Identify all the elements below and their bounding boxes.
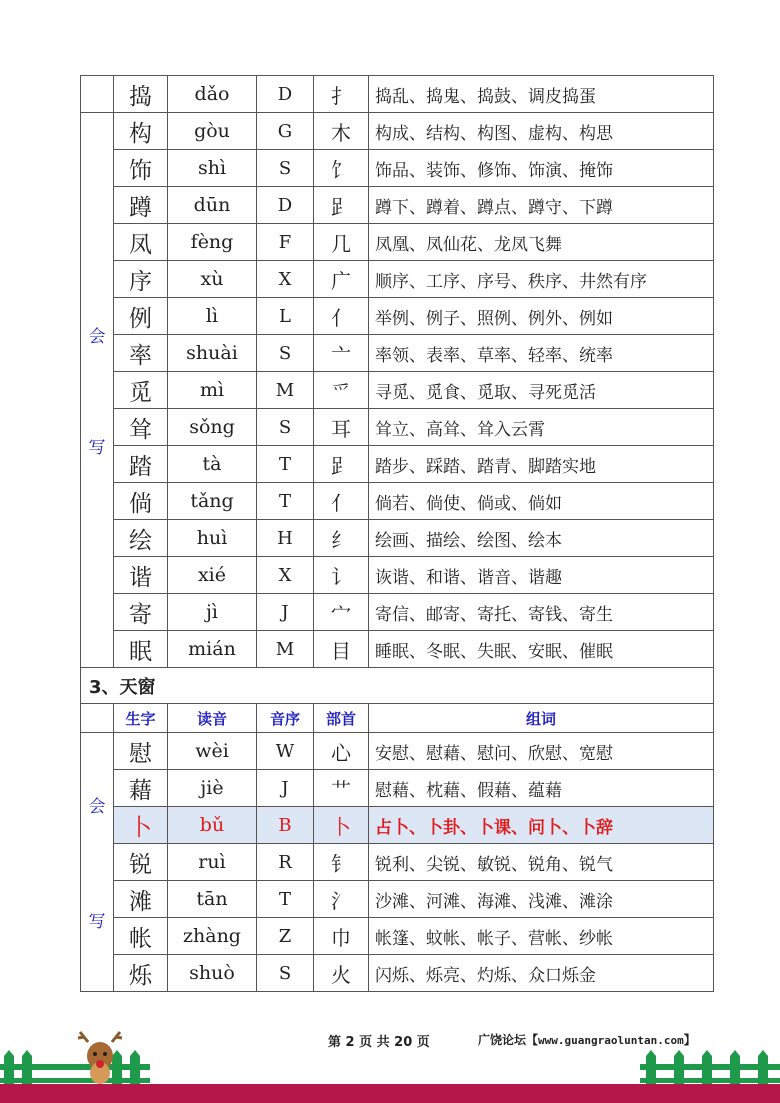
order-cell: L xyxy=(257,298,314,335)
char-cell: 锐 xyxy=(114,844,168,881)
pinyin-cell: huì xyxy=(168,520,257,557)
header-char: 生字 xyxy=(114,704,168,733)
radical-cell: 心 xyxy=(314,733,369,770)
order-cell: S xyxy=(257,955,314,992)
pinyin-cell: jì xyxy=(168,594,257,631)
order-cell: G xyxy=(257,113,314,150)
order-cell: T xyxy=(257,881,314,918)
radical-cell: 卜 xyxy=(314,807,369,844)
char-cell: 捣 xyxy=(114,76,168,113)
table-row xyxy=(81,631,714,668)
radical-cell: 广 xyxy=(314,261,369,298)
section-title: 3、天窗 xyxy=(81,668,714,704)
order-cell: X xyxy=(257,261,314,298)
table-row xyxy=(81,955,714,992)
words-cell: 绘画、描绘、绘图、绘本 xyxy=(369,520,714,557)
table-row xyxy=(81,76,714,113)
radical-cell: 目 xyxy=(314,631,369,668)
words-cell: 耸立、高耸、耸入云霄 xyxy=(369,409,714,446)
table-row xyxy=(81,520,714,557)
radical-cell: 亻 xyxy=(314,298,369,335)
pinyin-cell: ruì xyxy=(168,844,257,881)
table-row xyxy=(81,844,714,881)
table-row xyxy=(81,594,714,631)
char-cell: 藉 xyxy=(114,770,168,807)
char-cell: 耸 xyxy=(114,409,168,446)
table-row xyxy=(81,372,714,409)
words-cell: 安慰、慰藉、慰问、欣慰、宽慰 xyxy=(369,733,714,770)
order-cell: Z xyxy=(257,918,314,955)
order-cell: S xyxy=(257,335,314,372)
char-cell: 觅 xyxy=(114,372,168,409)
words-cell: 凤凰、凤仙花、龙凤飞舞 xyxy=(369,224,714,261)
radical-cell: 爫 xyxy=(314,372,369,409)
pinyin-cell: fèng xyxy=(168,224,257,261)
order-cell: D xyxy=(257,187,314,224)
highlighted-row xyxy=(81,807,714,844)
radical-cell: 饣 xyxy=(314,150,369,187)
order-cell: M xyxy=(257,372,314,409)
char-cell: 倘 xyxy=(114,483,168,520)
table-row xyxy=(81,261,714,298)
header-words: 组词 xyxy=(369,704,714,733)
side-label-hui: 会 xyxy=(88,327,106,347)
table-row xyxy=(81,733,714,770)
char-cell: 寄 xyxy=(114,594,168,631)
char-cell: 蹲 xyxy=(114,187,168,224)
order-cell: F xyxy=(257,224,314,261)
order-cell: J xyxy=(257,770,314,807)
order-cell: J xyxy=(257,594,314,631)
char-cell: 凤 xyxy=(114,224,168,261)
char-cell: 构 xyxy=(114,113,168,150)
words-cell: 顺序、工序、序号、秩序、井然有序 xyxy=(369,261,714,298)
words-cell: 闪烁、烁亮、灼烁、众口烁金 xyxy=(369,955,714,992)
char-cell: 饰 xyxy=(114,150,168,187)
page-footer xyxy=(0,1028,780,1103)
pinyin-cell: shì xyxy=(168,150,257,187)
pinyin-cell: zhàng xyxy=(168,918,257,955)
order-cell: X xyxy=(257,557,314,594)
pinyin-cell: tān xyxy=(168,881,257,918)
char-cell: 例 xyxy=(114,298,168,335)
char-cell: 卜 xyxy=(114,807,168,844)
words-cell: 沙滩、河滩、海滩、浅滩、滩涂 xyxy=(369,881,714,918)
words-cell: 倘若、倘使、倘或、倘如 xyxy=(369,483,714,520)
pinyin-cell: tà xyxy=(168,446,257,483)
radical-cell: 亠 xyxy=(314,335,369,372)
words-cell: 饰品、装饰、修饰、饰演、掩饰 xyxy=(369,150,714,187)
side-cell-empty xyxy=(81,76,114,113)
char-cell: 慰 xyxy=(114,733,168,770)
words-cell: 构成、结构、构图、虚构、构思 xyxy=(369,113,714,150)
words-cell: 锐利、尖锐、敏锐、锐角、锐气 xyxy=(369,844,714,881)
pinyin-cell: shuài xyxy=(168,335,257,372)
page-number: 第 2 页 共 20 页 xyxy=(328,1035,430,1050)
pinyin-cell: shuò xyxy=(168,955,257,992)
table-row xyxy=(81,409,714,446)
radical-cell: 亻 xyxy=(314,483,369,520)
char-cell: 序 xyxy=(114,261,168,298)
order-cell: T xyxy=(257,483,314,520)
pinyin-cell: sǒng xyxy=(168,409,257,446)
table-row xyxy=(81,770,714,807)
words-cell: 踏步、踩踏、踏青、脚踏实地 xyxy=(369,446,714,483)
words-cell: 举例、例子、照例、例外、例如 xyxy=(369,298,714,335)
pinyin-cell: mián xyxy=(168,631,257,668)
radical-cell: 宀 xyxy=(314,594,369,631)
header-side-empty xyxy=(81,704,114,733)
table-row xyxy=(81,113,714,150)
table-row xyxy=(81,150,714,187)
char-cell: 帐 xyxy=(114,918,168,955)
radical-cell: 𧾷 xyxy=(314,446,369,483)
side-label-xie: 写 xyxy=(88,438,106,458)
side-label-hui: 会 xyxy=(88,797,106,817)
radical-cell: 几 xyxy=(314,224,369,261)
radical-cell: 钅 xyxy=(314,844,369,881)
words-cell: 寄信、邮寄、寄托、寄钱、寄生 xyxy=(369,594,714,631)
char-cell: 绘 xyxy=(114,520,168,557)
reindeer-icon xyxy=(70,1028,130,1086)
side-label-huixie-2 xyxy=(81,733,114,992)
footer-bar xyxy=(0,1084,780,1103)
radical-cell: 纟 xyxy=(314,520,369,557)
radical-cell: 火 xyxy=(314,955,369,992)
order-cell: T xyxy=(257,446,314,483)
table-row xyxy=(81,335,714,372)
forum-site: www.guangraoluntan.com xyxy=(538,1034,684,1047)
words-cell: 占卜、卜卦、卜课、问卜、卜辞 xyxy=(369,807,714,844)
radical-cell: 氵 xyxy=(314,881,369,918)
table-row xyxy=(81,446,714,483)
order-cell: B xyxy=(257,807,314,844)
pinyin-cell: wèi xyxy=(168,733,257,770)
pinyin-cell: mì xyxy=(168,372,257,409)
words-cell: 慰藉、枕藉、假藉、蕴藉 xyxy=(369,770,714,807)
char-cell: 眠 xyxy=(114,631,168,668)
header-pinyin: 读音 xyxy=(168,704,257,733)
pinyin-cell: gòu xyxy=(168,113,257,150)
char-cell: 谐 xyxy=(114,557,168,594)
table-row xyxy=(81,881,714,918)
words-cell: 率领、表率、草率、轻率、统率 xyxy=(369,335,714,372)
table-row xyxy=(81,918,714,955)
pinyin-cell: xù xyxy=(168,261,257,298)
char-cell: 踏 xyxy=(114,446,168,483)
radical-cell: 木 xyxy=(314,113,369,150)
words-cell: 睡眠、冬眠、失眠、安眠、催眠 xyxy=(369,631,714,668)
radical-cell: 巾 xyxy=(314,918,369,955)
pinyin-cell: xié xyxy=(168,557,257,594)
order-cell: H xyxy=(257,520,314,557)
side-label-xie: 写 xyxy=(88,912,106,932)
char-cell: 滩 xyxy=(114,881,168,918)
pinyin-cell: jiè xyxy=(168,770,257,807)
table-row xyxy=(81,483,714,520)
radical-cell: 艹 xyxy=(314,770,369,807)
order-cell: S xyxy=(257,150,314,187)
order-cell: D xyxy=(257,76,314,113)
vocabulary-table xyxy=(80,75,714,992)
order-cell: R xyxy=(257,844,314,881)
table-row xyxy=(81,187,714,224)
words-cell: 捣乱、捣鬼、捣鼓、调皮捣蛋 xyxy=(369,76,714,113)
pinyin-cell: tǎng xyxy=(168,483,257,520)
header-row xyxy=(81,704,714,733)
order-cell: S xyxy=(257,409,314,446)
table-row xyxy=(81,557,714,594)
section-title-row xyxy=(81,668,714,704)
pinyin-cell: bǔ xyxy=(168,807,257,844)
forum-bracket: 】 xyxy=(683,1033,696,1047)
forum-name: 广饶论坛【 xyxy=(478,1033,539,1047)
header-radical: 部首 xyxy=(314,704,369,733)
pinyin-cell: dǎo xyxy=(168,76,257,113)
radical-cell: 扌 xyxy=(314,76,369,113)
radical-cell: 耳 xyxy=(314,409,369,446)
order-cell: W xyxy=(257,733,314,770)
header-order: 音序 xyxy=(257,704,314,733)
pinyin-cell: lì xyxy=(168,298,257,335)
table-row xyxy=(81,224,714,261)
radical-cell: 𧾷 xyxy=(314,187,369,224)
forum-credit xyxy=(478,1031,696,1048)
words-cell: 蹲下、蹲着、蹲点、蹲守、下蹲 xyxy=(369,187,714,224)
side-label-huixie-1 xyxy=(81,113,114,668)
order-cell: M xyxy=(257,631,314,668)
pinyin-cell: dūn xyxy=(168,187,257,224)
words-cell: 诙谐、和谐、谐音、谐趣 xyxy=(369,557,714,594)
radical-cell: 讠 xyxy=(314,557,369,594)
table-row xyxy=(81,298,714,335)
words-cell: 寻觅、觅食、觅取、寻死觅活 xyxy=(369,372,714,409)
words-cell: 帐篷、蚊帐、帐子、营帐、纱帐 xyxy=(369,918,714,955)
char-cell: 烁 xyxy=(114,955,168,992)
char-cell: 率 xyxy=(114,335,168,372)
